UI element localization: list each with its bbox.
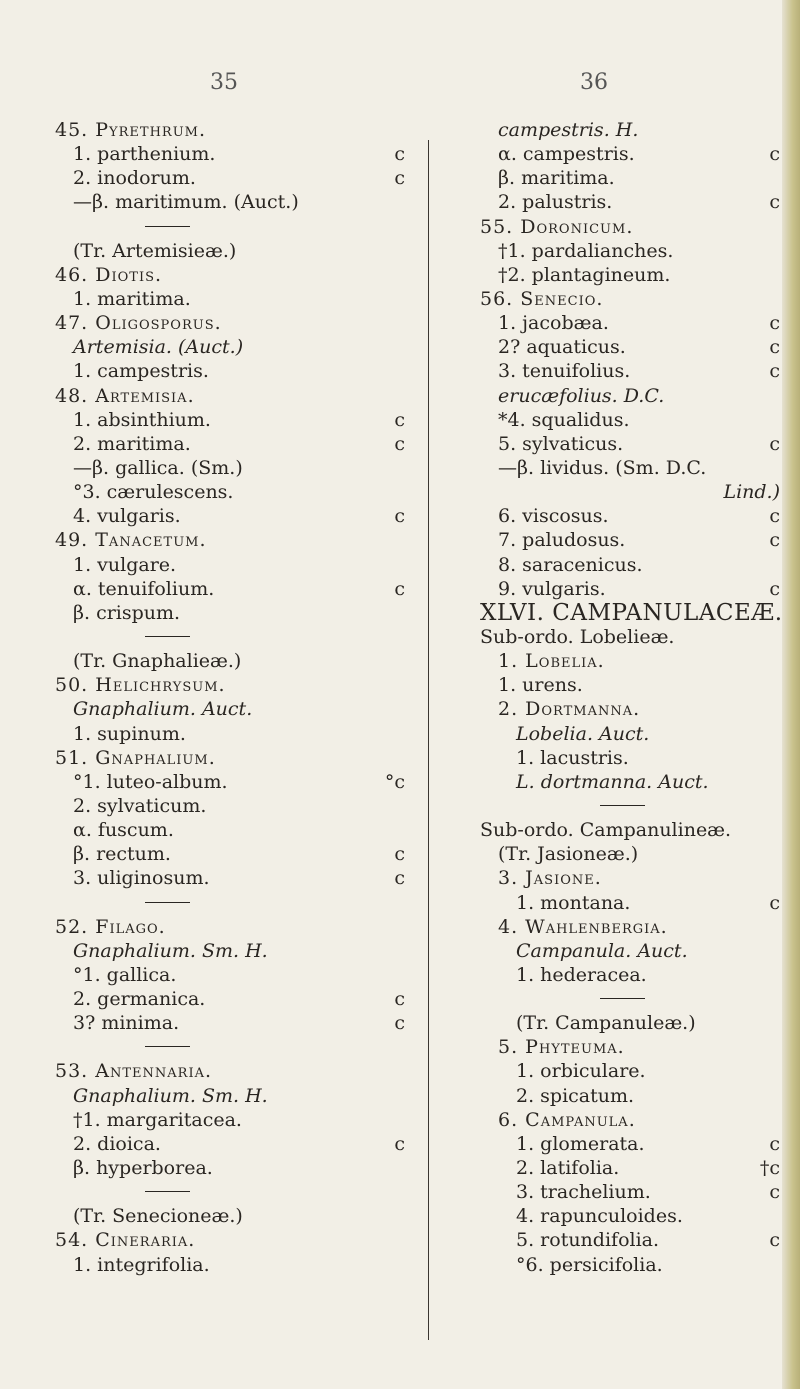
entry-text: β. rectum. [73, 843, 171, 866]
frequency-mark: c [394, 988, 405, 1011]
entry-text: α. fuscum. [73, 819, 174, 842]
entry-line [55, 553, 405, 577]
entry-text: 4. Wahlenbergia. [498, 915, 668, 938]
entry-line [480, 1156, 780, 1180]
entry-text: 52. Filago. [55, 915, 166, 938]
entry-text: —β. lividus. (Sm. D.C. [498, 456, 707, 479]
entry-text: 55. Doronicum. [480, 215, 634, 238]
entry-text: 2. sylvaticum. [73, 794, 207, 817]
entry-text: °1. luteo-album. [73, 770, 228, 793]
entry-text: 2. dioica. [73, 1132, 161, 1155]
entry-line [55, 239, 405, 263]
divider-line [145, 1046, 190, 1047]
entry-text: 1. orbiculare. [516, 1060, 646, 1083]
entry-line [55, 432, 405, 456]
entry-text: 54. Cineraria. [55, 1229, 196, 1252]
entry-line [480, 215, 780, 239]
entry-line [55, 987, 405, 1011]
entry-line [480, 770, 780, 794]
frequency-mark: °c [384, 770, 405, 793]
frequency-mark: c [394, 505, 405, 528]
entry-text: campestris. H. [498, 119, 639, 141]
entry-text: β. maritima. [498, 167, 615, 190]
entry-line [480, 456, 780, 480]
entry-text: Gnaphalium. Auct. [73, 698, 253, 721]
entry-text: Campanula. Auct. [516, 939, 688, 962]
entry-text: (Tr. Jasioneæ.) [498, 843, 639, 866]
entry-text: XLVI. CAMPANULACEÆ. [480, 599, 783, 626]
entry-line [55, 311, 405, 335]
entry-line [55, 335, 405, 359]
entry-text: 48. Artemisia. [55, 384, 195, 407]
entry-line [55, 359, 405, 383]
entry-line [55, 1228, 405, 1252]
entry-line [55, 601, 405, 625]
entry-line [55, 794, 405, 818]
frequency-mark: c [769, 191, 780, 214]
entry-line [480, 335, 780, 359]
entry-line [480, 722, 780, 746]
frequency-mark: c [769, 1132, 780, 1155]
entry-line [480, 673, 780, 697]
entry-line [480, 239, 780, 263]
frequency-mark: c [769, 505, 780, 528]
right-column [480, 118, 783, 1277]
entry-text: 1. absinthium. [73, 408, 211, 431]
entry-text: Sub-ordo. Campanulineæ. [480, 819, 732, 842]
entry-line [55, 480, 405, 504]
entry-text: 1. Lobelia. [498, 650, 605, 673]
entry-text: Gnaphalium. Sm. H. [73, 1084, 268, 1107]
entry-line [55, 1156, 405, 1180]
entry-line [55, 577, 405, 601]
frequency-mark: c [769, 1181, 780, 1204]
entry-line [480, 359, 780, 383]
entry-line [480, 746, 780, 770]
entry-line [480, 408, 780, 432]
divider-line [600, 998, 645, 999]
entry-text: 3? minima. [73, 1012, 180, 1035]
entry-line [480, 915, 780, 939]
section-rule [480, 987, 780, 1011]
entry-text: 49. Tanacetum. [55, 529, 207, 552]
entry-line [480, 891, 780, 915]
frequency-mark: c [394, 1132, 405, 1155]
entry-text: 2. maritima. [73, 432, 191, 455]
entry-text: 1. montana. [516, 891, 631, 914]
column-divider [428, 140, 429, 1340]
entry-line [55, 1011, 405, 1035]
entry-text: (Tr. Artemisieæ.) [73, 239, 237, 262]
entry-text: 1. hederacea. [516, 963, 647, 986]
entry-text: 1. glomerata. [516, 1132, 645, 1155]
entry-line [55, 1132, 405, 1156]
section-rule [55, 891, 405, 915]
entry-text: 51. Gnaphalium. [55, 746, 216, 769]
frequency-mark: c [394, 867, 405, 890]
entry-line [55, 649, 405, 673]
entry-line [55, 142, 405, 166]
entry-text: 8. saracenicus. [498, 553, 643, 576]
frequency-mark: c [769, 432, 780, 455]
entry-text: 56. Senecio. [480, 287, 604, 310]
entry-line [55, 456, 405, 480]
entry-text: Gnaphalium. Sm. H. [73, 939, 268, 962]
entry-line [55, 190, 405, 214]
frequency-mark: c [769, 1229, 780, 1252]
entry-line [55, 118, 405, 142]
entry-line [55, 1253, 405, 1277]
frequency-mark: c [769, 529, 780, 552]
entry-text: 1. jacobæa. [498, 312, 609, 335]
entry-line [480, 287, 780, 311]
entry-text: °3. cærulescens. [73, 481, 234, 504]
entry-text: 4. rapunculoides. [516, 1205, 683, 1228]
entry-text: 3. uliginosum. [73, 867, 210, 890]
entry-line [480, 432, 780, 456]
frequency-mark: c [769, 577, 780, 600]
entry-line [480, 577, 780, 601]
entry-text: —β. maritimum. (Auct.) [73, 191, 299, 214]
entry-text: 1. vulgare. [73, 553, 177, 576]
section-rule [55, 1180, 405, 1204]
entry-text: 50. Helichrysum. [55, 674, 226, 697]
section-rule [55, 625, 405, 649]
entry-text: °1. gallica. [73, 963, 177, 986]
entry-line [55, 722, 405, 746]
entry-text: 3. tenuifolius. [498, 360, 631, 383]
entry-text: 46. Diotis. [55, 263, 163, 286]
entry-line [55, 915, 405, 939]
entry-line [480, 553, 780, 577]
divider-line [600, 805, 645, 806]
entry-text: erucæfolius. D.C. [498, 384, 665, 407]
entry-text: β. crispum. [73, 601, 181, 624]
entry-line [55, 746, 405, 770]
entry-text: —β. gallica. (Sm.) [73, 456, 243, 479]
entry-line [480, 504, 780, 528]
frequency-mark: c [394, 432, 405, 455]
frequency-mark: c [394, 408, 405, 431]
section-rule [480, 794, 780, 818]
entry-line [55, 1204, 405, 1228]
entry-text: 6. viscosus. [498, 505, 609, 528]
entry-line [480, 625, 780, 649]
entry-line [55, 384, 405, 408]
entry-text: 7. paludosus. [498, 529, 626, 552]
entry-text: Artemisia. (Auct.) [73, 336, 244, 359]
entry-line [480, 1011, 780, 1035]
entry-line [55, 697, 405, 721]
divider-line [145, 1191, 190, 1192]
entry-line [55, 673, 405, 697]
entry-line [55, 1108, 405, 1132]
left-column [55, 118, 405, 1277]
entry-text: Lobelia. Auct. [516, 722, 650, 745]
entry-line [55, 842, 405, 866]
frequency-mark: c [769, 360, 780, 383]
entry-text: 9. vulgaris. [498, 577, 606, 600]
entry-line [480, 599, 783, 626]
entry-text: †1. margaritacea. [73, 1108, 242, 1131]
entry-line [55, 1059, 405, 1083]
entry-line [480, 480, 780, 504]
entry-text: (Tr. Gnaphalieæ.) [73, 650, 242, 673]
entry-text: 3. Jasione. [498, 867, 602, 890]
entry-text: 1. supinum. [73, 722, 186, 745]
entry-line [55, 263, 405, 287]
entry-text: †1. pardalianches. [498, 239, 674, 262]
entry-line [55, 528, 405, 552]
entry-text: †2. plantagineum. [498, 263, 671, 286]
entry-text: 45. Pyrethrum. [55, 119, 207, 141]
entry-line [480, 263, 780, 287]
entry-line [480, 1253, 780, 1277]
entry-text: L. dortmanna. Auct. [516, 770, 709, 793]
entry-line [480, 142, 780, 166]
entry-text: Sub-ordo. Lobelieæ. [480, 625, 675, 648]
entry-line [480, 939, 780, 963]
entry-text: 5. Phyteuma. [498, 1036, 625, 1059]
entry-text: *4. squalidus. [498, 408, 630, 431]
entry-text: °6. persicifolia. [516, 1253, 663, 1276]
entry-text: 2. Dortmanna. [498, 698, 641, 721]
entry-line [55, 1084, 405, 1108]
entry-line [480, 1108, 780, 1132]
entry-line [55, 963, 405, 987]
entry-text: 2. germanica. [73, 988, 206, 1011]
entry-line [55, 818, 405, 842]
frequency-mark: c [394, 167, 405, 190]
left-page-number: 35 [210, 70, 238, 95]
frequency-mark: c [394, 843, 405, 866]
entry-text: 3. trachelium. [516, 1181, 651, 1204]
frequency-mark: †c [759, 1157, 780, 1180]
entry-line [480, 818, 780, 842]
divider-line [145, 226, 190, 227]
section-rule [55, 1035, 405, 1059]
entry-text: (Tr. Senecioneæ.) [73, 1205, 243, 1228]
entry-line [480, 166, 780, 190]
page-edge [782, 0, 800, 1389]
entry-line [480, 1059, 780, 1083]
frequency-mark: c [769, 143, 780, 166]
entry-text: 1. campestris. [73, 360, 209, 383]
entry-text: 2. inodorum. [73, 167, 196, 190]
entry-line [480, 384, 780, 408]
entry-line [480, 963, 780, 987]
frequency-mark: c [394, 577, 405, 600]
entry-text: 1. parthenium. [73, 143, 216, 166]
entry-text: 1. maritima. [73, 287, 191, 310]
entry-text: 2. palustris. [498, 191, 613, 214]
entry-line [480, 649, 780, 673]
entry-line [480, 1204, 780, 1228]
frequency-mark: c [394, 1012, 405, 1035]
entry-line [55, 504, 405, 528]
entry-line [480, 1228, 780, 1252]
entry-text: 2. latifolia. [516, 1157, 620, 1180]
divider-line [145, 636, 190, 637]
entry-line [480, 842, 780, 866]
section-rule [55, 215, 405, 239]
entry-text: 4. vulgaris. [73, 505, 181, 528]
entry-line [55, 287, 405, 311]
entry-text: 47. Oligosporus. [55, 312, 222, 335]
entry-line [480, 1035, 780, 1059]
right-page-number: 36 [580, 70, 608, 95]
frequency-mark: c [769, 336, 780, 359]
entry-line [480, 1084, 780, 1108]
frequency-mark: c [769, 891, 780, 914]
entry-line [55, 770, 405, 794]
entry-line [480, 1132, 780, 1156]
entry-line [55, 939, 405, 963]
entry-text: (Tr. Campanuleæ.) [516, 1012, 696, 1035]
entry-text: 1. urens. [498, 674, 583, 697]
entry-line [55, 866, 405, 890]
entry-text: 5. rotundifolia. [516, 1229, 660, 1252]
entry-line [480, 118, 780, 142]
entry-line [480, 528, 780, 552]
entry-text: 2. spicatum. [516, 1084, 635, 1107]
entry-text: α. campestris. [498, 143, 635, 166]
frequency-mark: c [394, 143, 405, 166]
frequency-mark: c [769, 312, 780, 335]
entry-line [480, 1180, 780, 1204]
entry-text: 6. Campanula. [498, 1108, 636, 1131]
entry-text: 5. sylvaticus. [498, 432, 624, 455]
entry-line [480, 866, 780, 890]
entry-line [55, 408, 405, 432]
entry-text: β. hyperborea. [73, 1157, 213, 1180]
entry-line [55, 166, 405, 190]
entry-text: 2? aquaticus. [498, 336, 626, 359]
entry-text: 53. Antennaria. [55, 1060, 213, 1083]
entry-text: Lind.) [723, 481, 780, 504]
entry-text: 1. lacustris. [516, 746, 629, 769]
entry-line [480, 190, 780, 214]
entry-line [480, 311, 780, 335]
entry-line [480, 697, 780, 721]
entry-text: 1. integrifolia. [73, 1253, 210, 1276]
entry-text: α. tenuifolium. [73, 577, 215, 600]
divider-line [145, 902, 190, 903]
